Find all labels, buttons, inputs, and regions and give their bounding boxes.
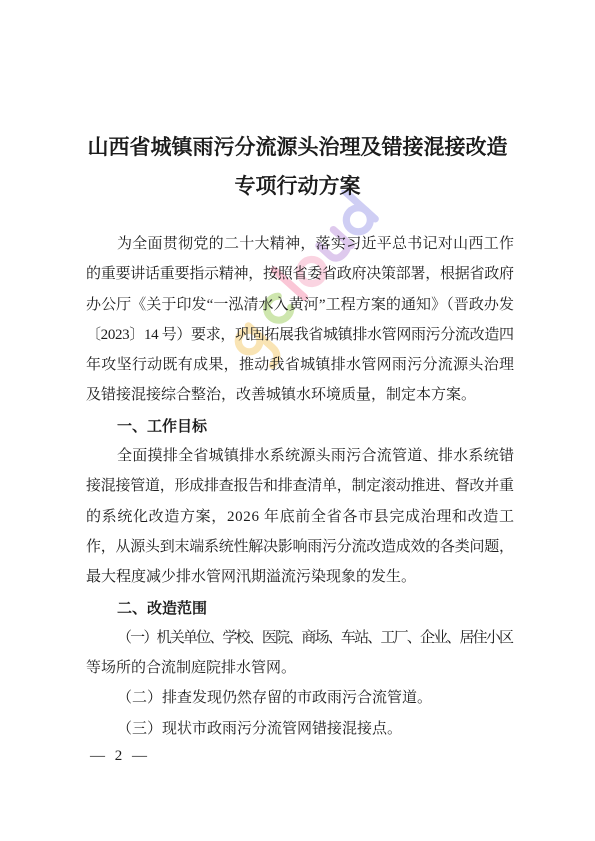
paragraph-line: 〔2023〕14 号）要求，巩固拓展我省城镇排水管网雨污分流改造四 xyxy=(86,326,514,343)
paragraph-line: 的系统化改造方案，2026 年底前全省各市县完成治理和改造工 xyxy=(86,508,515,525)
document-title-line: 山西省城镇雨污分流源头治理及错接混接改造 xyxy=(87,134,508,159)
paragraph-line: 为全面贯彻党的二十大精神，落实习近平总书记对山西工作 xyxy=(117,236,515,252)
paragraph-line: 及错接混接综合整治，改善城镇水环境质量，制定本方案。 xyxy=(86,387,477,404)
section-heading: 一、工作目标 xyxy=(117,416,208,435)
paragraph-line: 最大程度减少排水管网汛期溢流污染现象的发生。 xyxy=(86,569,417,586)
paragraph-line: 接混接管道，形成排查报告和排查清单，制定滚动推进、督改并重 xyxy=(86,478,514,495)
page-number: — 2 — xyxy=(90,748,150,764)
section-heading: 二、改造范围 xyxy=(117,598,208,617)
document-title xyxy=(0,127,595,205)
list-item-line: （二）排查发现仍然存留的市政雨污合流管道。 xyxy=(117,690,433,707)
paragraph-line: 全面摸排全省城镇排水系统源头雨污合流管道、排水系统错 xyxy=(117,448,515,465)
paragraph-line: 年攻坚行动既有成果，推动我省城镇排水管网雨污分流源头治理 xyxy=(86,357,515,374)
document-title-line: 专项行动方案 xyxy=(234,173,361,198)
paragraph-line: 办公厅《关于印发“一泓清水入黄河”工程方案的通知》（晋政办发 xyxy=(86,296,515,313)
list-item-line: 等场所的合流制庭院排水管网。 xyxy=(86,660,297,677)
document-body xyxy=(86,229,514,744)
list-item-line: （一）机关单位、学校、医院、商场、车站、工厂、企业、居住小区 xyxy=(117,629,513,646)
paragraph-line: 的重要讲话重要指示精神，按照省委省政府决策部署，根据省政府 xyxy=(86,266,514,283)
list-item-line: （三）现状市政雨污分流管网错接混接点。 xyxy=(117,720,403,737)
paragraph-line: 作，从源头到末端系统性解决影响雨污分流改造成效的各类问题， xyxy=(86,538,514,555)
